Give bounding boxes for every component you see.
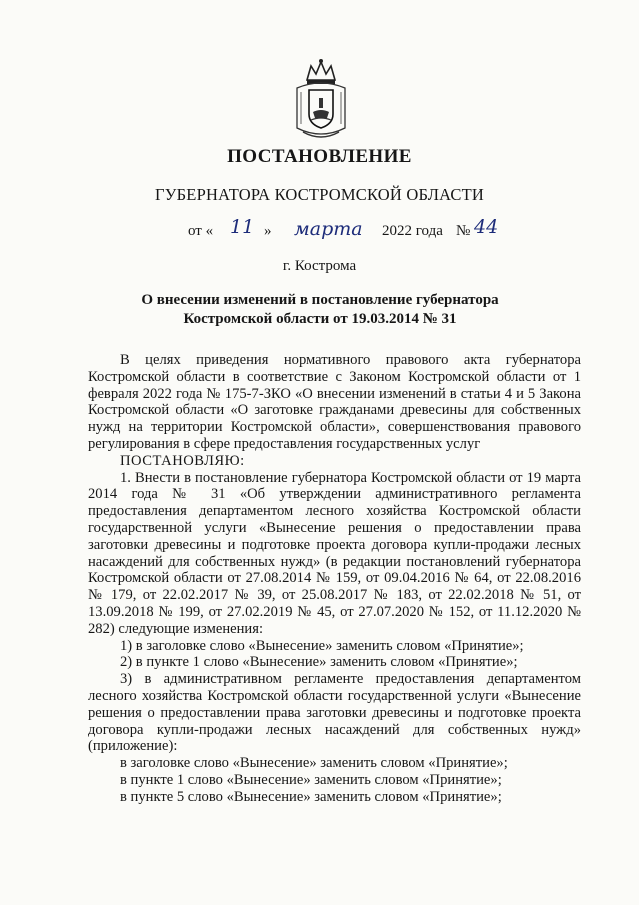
change-line-b: в пункте 1 слово «Вынесение» заменить словом «Принятие»;	[120, 771, 502, 788]
item-1-paragraph: 1. Внести в постановление губернатора Костромской области от 19 марта 2014 года № 31 «Об утверждении административного регламента предоставления департаментом лесного хозяйства Костромской области государственной услуги «Вынесение решения о предоставлении права заготовки древесины и подготовке проекта договора купли-продажи лесных насаждений для собственных нужд» (в редакции постановлений губернатора Костромской области от 27.08.2014 № 159, от 09.04.2016 № 64, от 22.08.2016 № 179, от 22.02.2017 № 39, от 25.08.2017 № 183, от 22.02.2018 № 51, от 13.09.2018 № 199, от 27.02.2019 № 45, от 27.07.2020 № 152, от 11.12.2020 № 282) следующие изменения:	[88, 469, 581, 637]
date-year: 2022 года	[382, 223, 443, 239]
document-number-handwritten: 44	[474, 216, 499, 238]
decree-word: ПОСТАНОВЛЯЮ:	[120, 452, 245, 469]
sub-item-2: 2) в пункте 1 слово «Вынесение» заменить словом «Принятие»;	[120, 654, 518, 671]
subject-line-2: Костромской области от 19.03.2014 № 31	[183, 311, 457, 327]
date-number-line	[188, 216, 518, 250]
document-subject	[120, 291, 520, 329]
sub-item-1: 1) в заголовке слово «Вынесение» заменить словом «Принятие»;	[120, 637, 524, 654]
document-body	[88, 352, 581, 806]
change-line-a: в заголовке слово «Вынесение» заменить словом «Принятие»;	[120, 755, 508, 772]
coat-of-arms-icon	[293, 58, 349, 142]
document-type-title: ПОСТАНОВЛЕНИЕ	[227, 146, 412, 167]
date-month-handwritten: марта	[294, 218, 363, 240]
change-line-c: в пункте 5 слово «Вынесение» заменить словом «Принятие»;	[120, 788, 502, 805]
city-line: г. Кострома	[282, 258, 357, 274]
sub-item-3: 3) в административном регламенте предоставления департаментом лесного хозяйства Костромской области государственной услуги «Вынесение решения о предоставлении права заготовки древесины и подготовке проекта договора купли-продажи лесных насаждений для собственных нужд» (приложение):	[88, 671, 581, 755]
preamble-paragraph: В целях приведения нормативного правового акта губернатора Костромской области в соответствие с Законом Костромской области от 1 февраля 2022 года № 175-7-ЗКО «О внесении изменений в статьи 4 и 5 Закона Костромской области «О заготовке гражданами древесины для собственных нужд на территории Костромской области», совершенствования правового регулирования в сфере предоставления государственных услуг	[88, 352, 581, 452]
number-label: №	[456, 223, 471, 239]
date-day-handwritten: 11	[230, 216, 255, 238]
date-day-close: »	[264, 223, 272, 239]
issuer-title: ГУБЕРНАТОРА КОСТРОМСКОЙ ОБЛАСТИ	[155, 185, 484, 204]
date-prefix: от «	[188, 223, 214, 239]
subject-line-1: О внесении изменений в постановление губернатора	[141, 292, 499, 308]
